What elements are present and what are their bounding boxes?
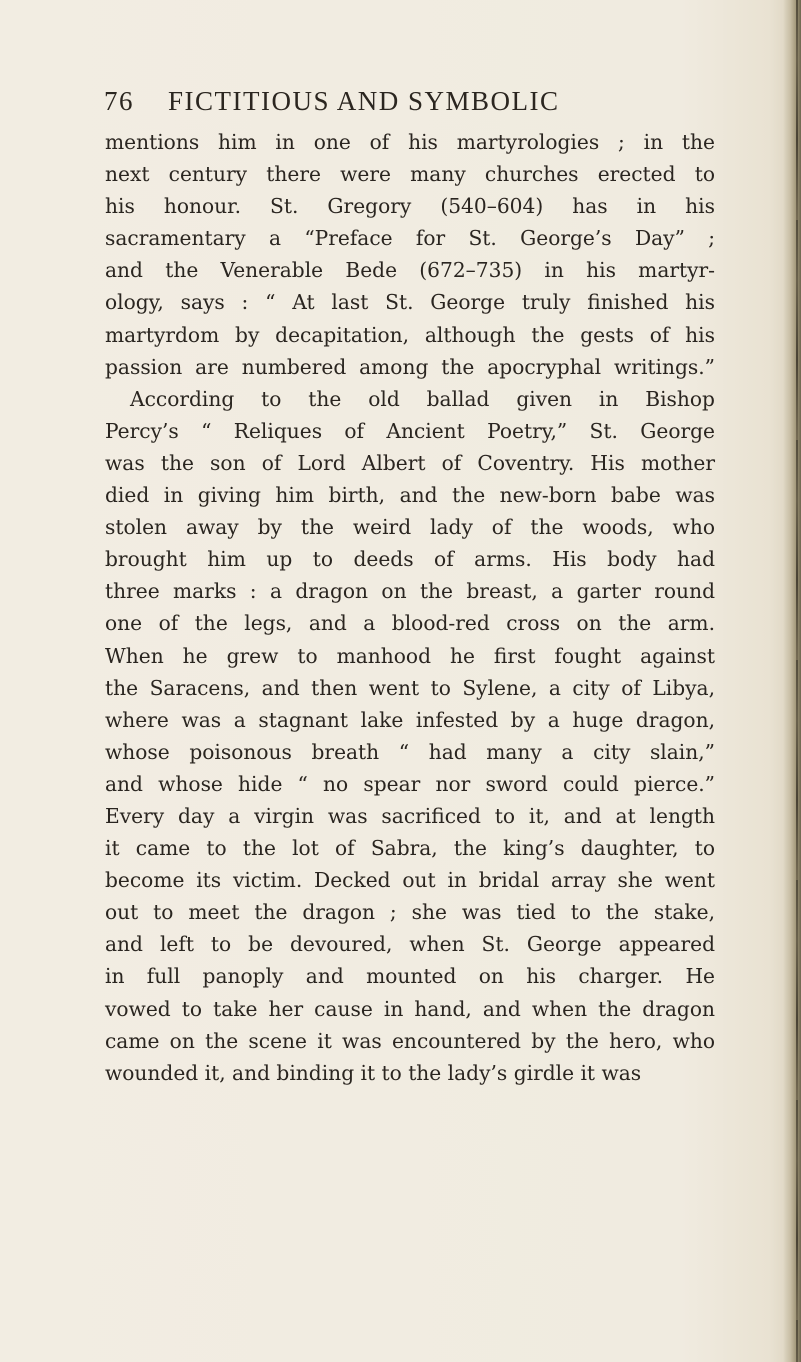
text-line: next century there were many churches erected to [105,162,715,187]
text-line: passion are numbered among the apocryphal writings.” [105,354,715,379]
text-line: died in giving him birth, and the new-born babe was [105,483,715,508]
text-line: Percy’s “ Reliques of Ancient Poetry,” St. George [105,418,715,443]
text-line: where was a stagnant lake infested by a huge dragon, [105,707,715,732]
running-title: FICTITIOUS AND SYMBOLIC [168,86,560,116]
text-line: three marks : a dragon on the breast, a garter round [105,579,715,604]
text-line: martyrdom by decapitation, although the gests of his [105,322,715,347]
text-line: and left to be devoured, when St. George appeared [105,932,715,957]
text-line: When he grew to manhood he first fought against [105,643,715,668]
page-header [104,86,704,122]
text-line: wounded it, and binding it to the lady’s girdle it was [105,1060,642,1085]
text-line: whose poisonous breath “ had many a city slain,” [105,739,715,764]
page-edge-shadow [783,0,801,1362]
page-number: 76 [104,86,134,116]
text-line: it came to the lot of Sabra, the king’s daughter, to [105,836,715,861]
text-line: ology, says : “ At last St. George truly finished his [105,290,715,315]
text-line: vowed to take her cause in hand, and when the dragon [105,996,715,1021]
text-line: came on the scene it was encountered by the hero, who [105,1028,715,1053]
text-line: out to meet the dragon ; she was tied to the stake, [105,900,715,925]
text-line: brought him up to deeds of arms. His body had [105,547,715,572]
text-line: Every day a virgin was sacrificed to it, and at length [105,803,715,828]
text-line: one of the legs, and a blood-red cross on the arm. [105,611,715,636]
text-line: mentions him in one of his martyrologies ; in the [105,130,715,154]
text-line: stolen away by the weird lady of the woods, who [105,515,715,540]
text-line: sacramentary a “Preface for St. George’s Day” ; [105,226,715,251]
text-line: in full panoply and mounted on his charger. He [105,964,715,989]
text-line: was the son of Lord Albert of Coventry. His mother [105,450,715,475]
paragraph-start-line: According to the old ballad given in Bishop [130,386,715,411]
text-line: become its victim. Decked out in bridal array she went [105,868,715,893]
text-line: the Saracens, and then went to Sylene, a city of Libya, [105,675,715,700]
text-line: and whose hide “ no spear nor sword could pierce.” [105,771,715,796]
body-text [105,126,715,1089]
text-line: his honour. St. Gregory (540–604) has in his [105,194,715,219]
text-line: and the Venerable Bede (672–735) in his martyr- [105,258,715,283]
